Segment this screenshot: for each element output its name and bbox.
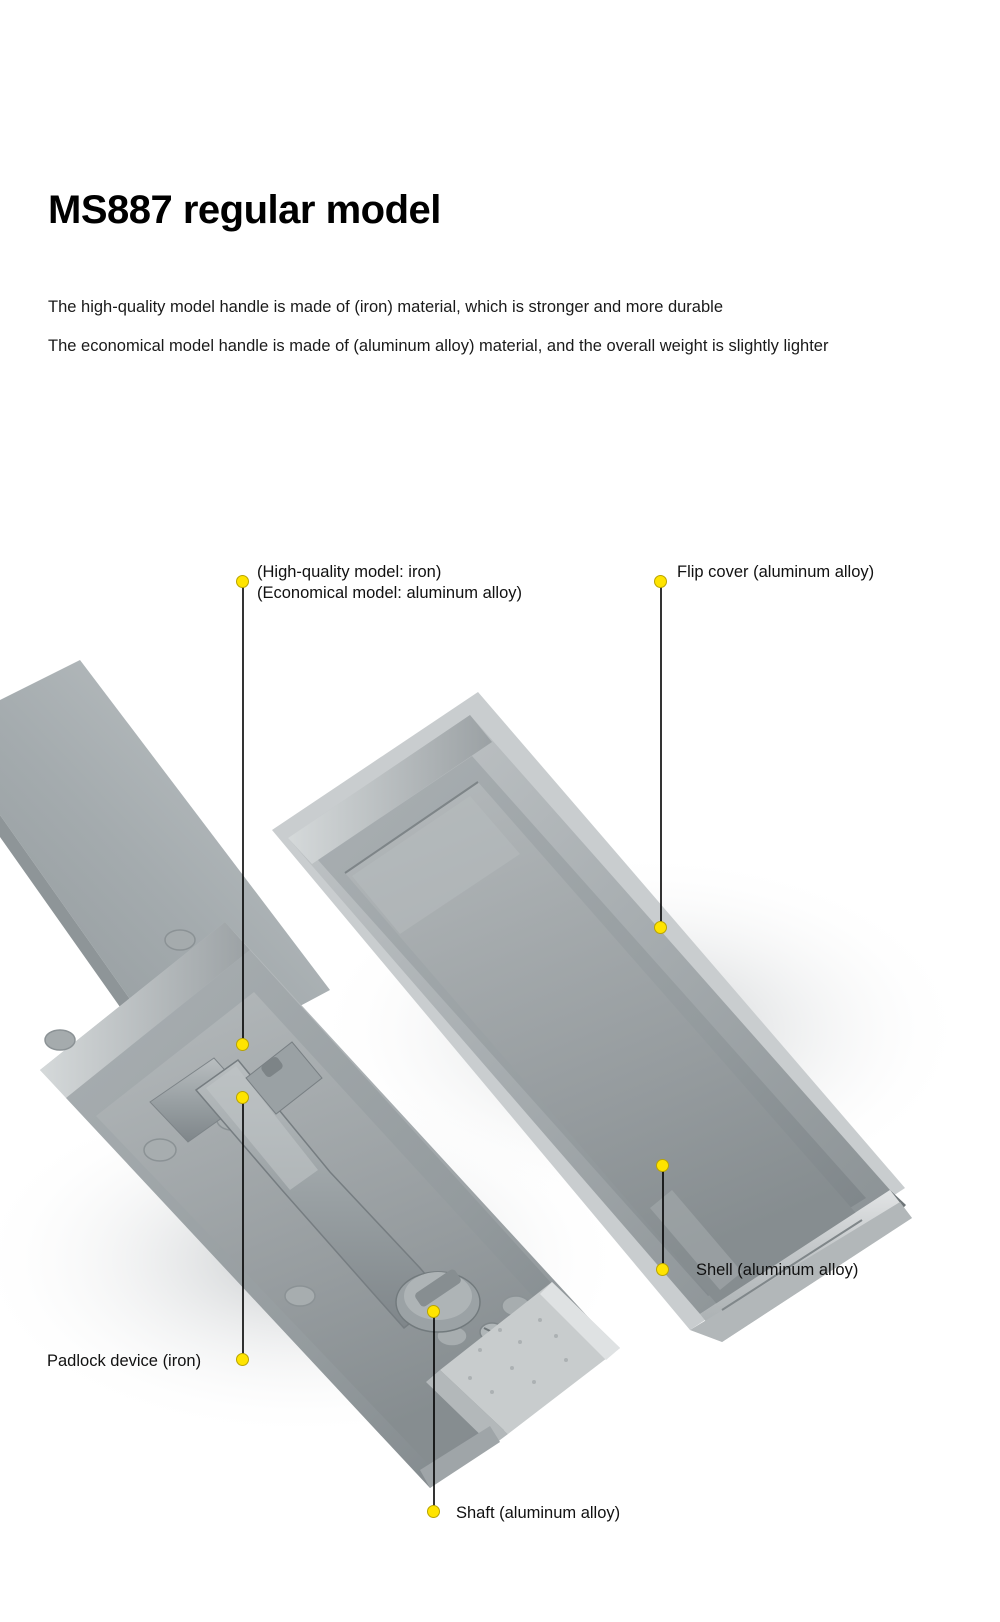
- callout-label-shaft: Shaft (aluminum alloy): [456, 1504, 621, 1522]
- callout-dot-shell-label: [656, 1263, 669, 1276]
- callout-dot-padlock-anchor: [236, 1091, 249, 1104]
- description-line-2: The economical model handle is made of (aluminum alloy) material, and the overall weight is slightly lighter: [48, 337, 829, 355]
- callout-label-handle-line1: (High-quality model: iron): [257, 563, 442, 581]
- callout-dot-flip-cover-anchor: [654, 921, 667, 934]
- product-illustration: [0, 430, 1000, 1622]
- callout-dot-handle-anchor: [236, 1038, 249, 1051]
- callout-dot-flip-cover-label: [654, 575, 667, 588]
- callout-dot-padlock-label: [236, 1353, 249, 1366]
- page-title: MS887 regular model: [48, 188, 441, 232]
- callout-dot-shell-anchor: [656, 1159, 669, 1172]
- callout-label-handle-line2: (Economical model: aluminum alloy): [257, 584, 523, 602]
- callout-dot-shaft-label: [427, 1505, 440, 1518]
- callout-label-flip-cover: Flip cover (aluminum alloy): [677, 563, 875, 581]
- callout-dot-handle-top: [236, 575, 249, 588]
- callout-dot-shaft-anchor: [427, 1305, 440, 1318]
- description-line-1: The high-quality model handle is made of (iron) material, which is stronger and more durable: [48, 298, 724, 316]
- callout-label-padlock: Padlock device (iron): [47, 1352, 202, 1370]
- callout-label-shell: Shell (aluminum alloy): [696, 1261, 859, 1279]
- callout-label-handle: [257, 562, 522, 604]
